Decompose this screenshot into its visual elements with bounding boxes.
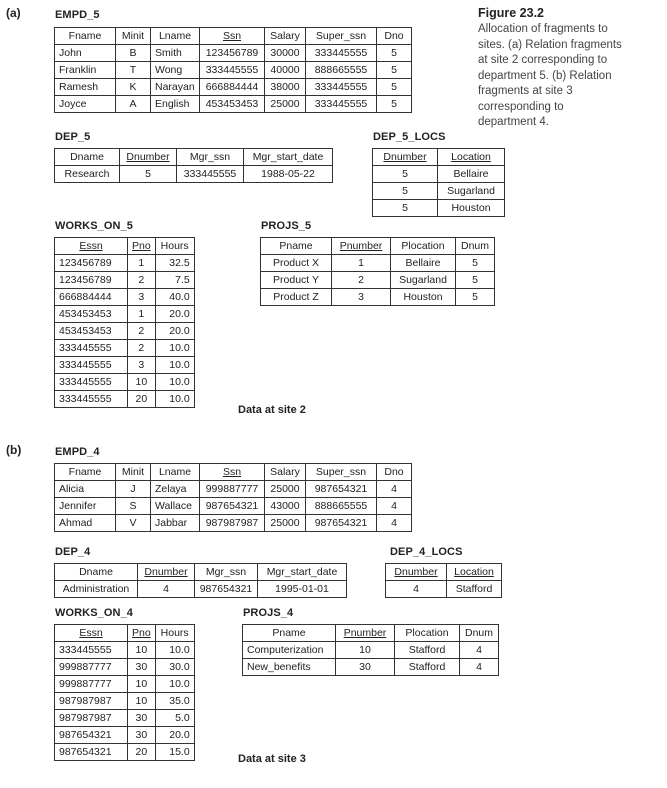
col-header: Minit [116, 464, 151, 481]
cell: 987987987 [55, 693, 128, 710]
cell: 333445555 [306, 45, 377, 62]
projs5-name: PROJS_5 [261, 220, 312, 232]
cell: 888665555 [306, 498, 377, 515]
cell: English [151, 96, 200, 113]
cell: 4 [377, 498, 412, 515]
cell: 999887777 [55, 676, 128, 693]
table-row [55, 79, 412, 96]
works-on5-name: WORKS_ON_5 [55, 220, 134, 232]
site2-note: Data at site 2 [238, 404, 306, 416]
cell: Wallace [151, 498, 200, 515]
table-row [55, 166, 333, 183]
empd5-table [54, 27, 412, 113]
cell: 987654321 [306, 515, 377, 532]
col-header: Salary [265, 464, 306, 481]
cell: Stafford [395, 659, 460, 676]
caption-line: Allocation of fragments to [478, 23, 608, 35]
figure-title: Figure 23.2 [478, 6, 544, 20]
cell: 666884444 [200, 79, 265, 96]
cell: 987654321 [200, 498, 265, 515]
cell: 123456789 [55, 272, 128, 289]
cell: 5 [373, 166, 438, 183]
cell: J [116, 481, 151, 498]
cell: 888665555 [306, 62, 377, 79]
cell: 43000 [265, 498, 306, 515]
cell: 333445555 [55, 374, 128, 391]
cell: 4 [138, 581, 195, 598]
col-header: Pname [243, 625, 336, 642]
cell: Product Z [261, 289, 332, 306]
col-header: Mgr_ssn [195, 564, 258, 581]
cell: 20.0 [155, 323, 194, 340]
cell: 987987987 [55, 710, 128, 727]
col-header: Super_ssn [306, 28, 377, 45]
cell: 10.0 [155, 642, 194, 659]
cell: 666884444 [55, 289, 128, 306]
col-header: Dno [377, 464, 412, 481]
col-header: Dnumber [138, 564, 195, 581]
cell: Smith [151, 45, 200, 62]
cell: 10.0 [155, 676, 194, 693]
col-header: Dnumber [373, 149, 438, 166]
cell: 2 [128, 323, 156, 340]
cell: 333445555 [200, 62, 265, 79]
cell: 38000 [265, 79, 306, 96]
figure-caption [478, 22, 663, 131]
cell: Houston [391, 289, 456, 306]
col-header: Fname [55, 464, 116, 481]
table-row [55, 642, 195, 659]
cell: S [116, 498, 151, 515]
table-row [55, 272, 195, 289]
cell: 10 [128, 642, 156, 659]
table-row [243, 642, 499, 659]
col-header: Location [447, 564, 502, 581]
cell: 30 [336, 659, 395, 676]
table-row [55, 710, 195, 727]
cell: 25000 [265, 515, 306, 532]
caption-line: corresponding to [478, 100, 564, 113]
part-a-label: (a) [6, 6, 21, 20]
dep5-locs-name: DEP_5_LOCS [373, 131, 446, 143]
col-header: Ssn [200, 464, 265, 481]
col-header: Pname [261, 238, 332, 255]
col-header: Dnumber [386, 564, 447, 581]
works-on4-name: WORKS_ON_4 [55, 607, 134, 619]
cell: 1 [128, 255, 156, 272]
table-row [261, 272, 495, 289]
cell: 5 [456, 272, 495, 289]
cell: 5 [120, 166, 177, 183]
empd5-name: EMPD_5 [55, 9, 100, 21]
cell: 10.0 [155, 391, 194, 408]
cell: 987654321 [195, 581, 258, 598]
table-row [261, 255, 495, 272]
cell: 20 [128, 391, 156, 408]
table-row [55, 323, 195, 340]
cell: Stafford [395, 642, 460, 659]
col-header: Pno [128, 625, 156, 642]
caption-line: at site 2 corresponding to [478, 54, 608, 66]
cell: 1 [128, 306, 156, 323]
cell: 1995-01-01 [258, 581, 347, 598]
col-header: Mgr_start_date [258, 564, 347, 581]
table-row [55, 289, 195, 306]
cell: Narayan [151, 79, 200, 96]
cell: 30 [128, 659, 156, 676]
cell: K [116, 79, 151, 96]
cell: John [55, 45, 116, 62]
cell: 7.5 [155, 272, 194, 289]
col-header: Lname [151, 464, 200, 481]
table-row [55, 45, 412, 62]
cell: 10 [128, 693, 156, 710]
table-row [55, 391, 195, 408]
cell: Product X [261, 255, 332, 272]
table-row [55, 306, 195, 323]
cell: New_benefits [243, 659, 336, 676]
table-row [386, 581, 502, 598]
cell: 35.0 [155, 693, 194, 710]
table-row [55, 498, 412, 515]
cell: 10.0 [155, 357, 194, 374]
works-on5-table [54, 237, 195, 408]
cell: 2 [128, 272, 156, 289]
table-row [55, 515, 412, 532]
caption-line: sites. (a) Relation fragments [478, 38, 622, 51]
cell: 10 [128, 374, 156, 391]
table-row [243, 659, 499, 676]
cell: T [116, 62, 151, 79]
cell: 25000 [265, 96, 306, 113]
cell: 10.0 [155, 340, 194, 357]
dep5-name: DEP_5 [55, 131, 91, 143]
cell: 3 [128, 357, 156, 374]
table-row [55, 96, 412, 113]
table-row [55, 727, 195, 744]
cell: 123456789 [55, 255, 128, 272]
cell: Research [55, 166, 120, 183]
cell: 333445555 [55, 642, 128, 659]
cell: 5.0 [155, 710, 194, 727]
cell: V [116, 515, 151, 532]
cell: 25000 [265, 481, 306, 498]
cell: Joyce [55, 96, 116, 113]
cell: 4 [377, 515, 412, 532]
table-row [55, 744, 195, 761]
cell: 4 [377, 481, 412, 498]
cell: 10 [336, 642, 395, 659]
cell: 453453453 [55, 323, 128, 340]
col-header: Super_ssn [306, 464, 377, 481]
table-row [373, 200, 505, 217]
cell: 987987987 [200, 515, 265, 532]
dep5-table [54, 148, 333, 183]
site3-note: Data at site 3 [238, 753, 306, 765]
table-row [373, 183, 505, 200]
table-row [55, 255, 195, 272]
col-header: Pno [128, 238, 156, 255]
col-header: Plocation [391, 238, 456, 255]
cell: Stafford [447, 581, 502, 598]
cell: 987654321 [55, 744, 128, 761]
cell: 5 [377, 45, 412, 62]
col-header: Mgr_ssn [177, 149, 244, 166]
cell: 5 [373, 183, 438, 200]
cell: Houston [438, 200, 505, 217]
col-header: Ssn [200, 28, 265, 45]
cell: 333445555 [55, 391, 128, 408]
dep5-locs-table [372, 148, 505, 217]
cell: Wong [151, 62, 200, 79]
cell: 987654321 [306, 481, 377, 498]
table-row [55, 581, 347, 598]
caption-line: fragments at site 3 [478, 85, 573, 97]
col-header: Dnum [456, 238, 495, 255]
cell: A [116, 96, 151, 113]
cell: 333445555 [55, 340, 128, 357]
cell: 987654321 [55, 727, 128, 744]
cell: 333445555 [306, 96, 377, 113]
table-row [55, 676, 195, 693]
cell: 3 [128, 289, 156, 306]
col-header: Mgr_start_date [244, 149, 333, 166]
col-header: Essn [55, 625, 128, 642]
dep4-locs-name: DEP_4_LOCS [390, 546, 463, 558]
cell: 5 [377, 96, 412, 113]
part-b-label: (b) [6, 443, 22, 457]
col-header: Hours [155, 625, 194, 642]
cell: 30000 [265, 45, 306, 62]
col-header: Fname [55, 28, 116, 45]
col-header: Dnum [460, 625, 499, 642]
col-header: Essn [55, 238, 128, 255]
cell: 3 [332, 289, 391, 306]
cell: 2 [332, 272, 391, 289]
col-header: Lname [151, 28, 200, 45]
cell: 1 [332, 255, 391, 272]
dep4-name: DEP_4 [55, 546, 91, 558]
cell: Administration [55, 581, 138, 598]
col-header: Dname [55, 564, 138, 581]
col-header: Hours [155, 238, 194, 255]
cell: Sugarland [438, 183, 505, 200]
cell: 15.0 [155, 744, 194, 761]
cell: Bellaire [438, 166, 505, 183]
col-header: Dno [377, 28, 412, 45]
cell: B [116, 45, 151, 62]
cell: 5 [456, 289, 495, 306]
col-header: Location [438, 149, 505, 166]
projs4-table [242, 624, 499, 676]
cell: 40000 [265, 62, 306, 79]
cell: 30 [128, 710, 156, 727]
col-header: Pnumber [332, 238, 391, 255]
cell: 10.0 [155, 374, 194, 391]
cell: 1988-05-22 [244, 166, 333, 183]
cell: 20 [128, 744, 156, 761]
cell: 453453453 [55, 306, 128, 323]
cell: 32.5 [155, 255, 194, 272]
cell: Sugarland [391, 272, 456, 289]
caption-line: department 5. (b) Relation [478, 69, 612, 82]
table-row [55, 62, 412, 79]
cell: Ramesh [55, 79, 116, 96]
col-header: Plocation [395, 625, 460, 642]
cell: 333445555 [55, 357, 128, 374]
cell: 30 [128, 727, 156, 744]
cell: 5 [377, 62, 412, 79]
col-header: Pnumber [336, 625, 395, 642]
col-header: Salary [265, 28, 306, 45]
table-row [373, 166, 505, 183]
cell: 4 [460, 642, 499, 659]
cell: 333445555 [177, 166, 244, 183]
cell: Product Y [261, 272, 332, 289]
cell: Zelaya [151, 481, 200, 498]
cell: Bellaire [391, 255, 456, 272]
cell: 453453453 [200, 96, 265, 113]
cell: 4 [460, 659, 499, 676]
cell: 333445555 [306, 79, 377, 96]
cell: 10 [128, 676, 156, 693]
cell: Alicia [55, 481, 116, 498]
cell: Jabbar [151, 515, 200, 532]
projs4-name: PROJS_4 [243, 607, 294, 619]
cell: 40.0 [155, 289, 194, 306]
cell: Computerization [243, 642, 336, 659]
cell: 30.0 [155, 659, 194, 676]
cell: 20.0 [155, 727, 194, 744]
col-header: Dname [55, 149, 120, 166]
cell: Franklin [55, 62, 116, 79]
works-on4-table [54, 624, 195, 761]
cell: Jennifer [55, 498, 116, 515]
table-row [55, 659, 195, 676]
table-row [55, 357, 195, 374]
col-header: Minit [116, 28, 151, 45]
cell: 999887777 [55, 659, 128, 676]
cell: 5 [377, 79, 412, 96]
projs5-table [260, 237, 495, 306]
caption-line: department 4. [478, 116, 549, 128]
table-row [55, 481, 412, 498]
cell: 4 [386, 581, 447, 598]
cell: 2 [128, 340, 156, 357]
cell: 20.0 [155, 306, 194, 323]
col-header: Dnumber [120, 149, 177, 166]
cell: Ahmad [55, 515, 116, 532]
cell: 123456789 [200, 45, 265, 62]
table-row [55, 340, 195, 357]
cell: 999887777 [200, 481, 265, 498]
cell: 5 [373, 200, 438, 217]
table-row [55, 693, 195, 710]
table-row [55, 374, 195, 391]
empd4-name: EMPD_4 [55, 446, 100, 458]
table-row [261, 289, 495, 306]
dep4-table [54, 563, 347, 598]
empd4-table [54, 463, 412, 532]
cell: 5 [456, 255, 495, 272]
dep4-locs-table [385, 563, 502, 598]
